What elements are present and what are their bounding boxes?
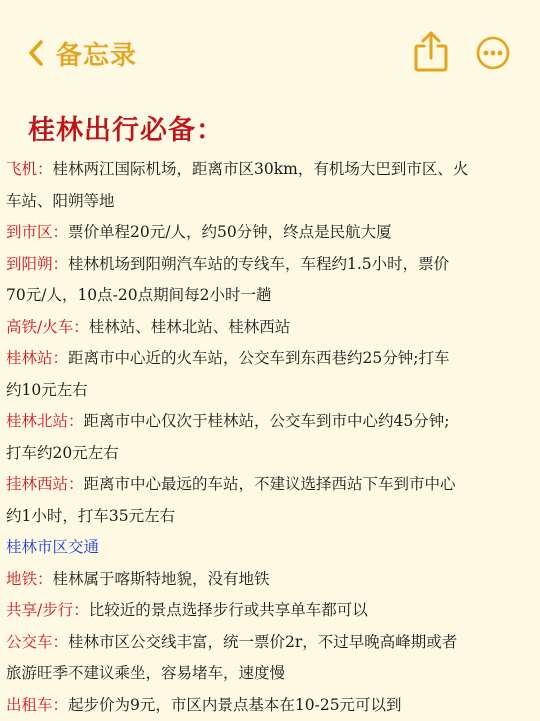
note-line: [6, 406, 532, 438]
line-text: 车站、阳朔等地: [6, 192, 115, 210]
line-text: 桂林机场到阳朔汽车站的专线车，车程约1.5小时，票价: [68, 255, 449, 273]
chevron-left-icon: [28, 39, 44, 67]
line-text: 起步价为9元，市区内景点基本在10-25元可以到: [68, 696, 402, 714]
line-text: 旅游旺季不建议乘坐，容易堵车，速度慢: [6, 664, 285, 682]
note-line: [6, 186, 532, 218]
line-text: 约10元左右: [6, 381, 88, 399]
line-label: 地铁：: [6, 570, 53, 588]
line-label: 桂林站：: [6, 349, 68, 367]
line-label: 公交车：: [6, 633, 68, 651]
note-line: [6, 438, 532, 470]
note-line: [6, 375, 532, 407]
line-text: 比较近的景点选择步行或共享单车都可以: [89, 601, 368, 619]
note-line: [6, 658, 532, 690]
note-body: [6, 154, 532, 721]
navigation-bar: [0, 0, 540, 100]
note-content[interactable]: [0, 108, 540, 721]
line-text: 票价单程20元/人，约50分钟，终点是民航大厦: [68, 223, 392, 241]
line-label: 挂林西站：: [6, 475, 84, 493]
line-label: 桂林北站：: [6, 412, 84, 430]
line-label: 出租车：: [6, 696, 68, 714]
note-line: [6, 469, 532, 501]
note-line: [6, 280, 532, 312]
line-text: 桂林站、桂林北站、桂林西站: [89, 318, 291, 336]
line-label: 高铁/火车：: [6, 318, 89, 336]
line-text: 约1小时，打车35元左右: [6, 507, 175, 525]
note-line: [6, 217, 532, 249]
note-line: [6, 343, 532, 375]
note-title: 桂林出行必备：: [28, 108, 540, 154]
line-label: 到市区：: [6, 223, 68, 241]
note-line: [6, 501, 532, 533]
line-label: 飞机：: [6, 160, 53, 178]
note-line: [6, 595, 532, 627]
more-button[interactable]: [476, 36, 510, 70]
note-line: [6, 154, 532, 186]
note-line: [6, 249, 532, 281]
line-label: 共享/步行：: [6, 601, 89, 619]
line-label: 到阳朔：: [6, 255, 68, 273]
back-button[interactable]: [28, 34, 137, 72]
share-button[interactable]: [410, 30, 452, 74]
line-text: 桂林两江国际机场，距离市区30km，有机场大巴到市区、火: [53, 160, 469, 178]
line-text: 距离市中心仅次于桂林站，公交车到市中心约45分钟;: [84, 412, 450, 430]
section-heading: [6, 532, 532, 564]
line-text: 距离市中心近的火车站，公交车到东西巷约25分钟;打车: [68, 349, 449, 367]
line-text: 距离市中心最远的车站，不建议选择西站下车到市中心: [84, 475, 456, 493]
note-line: [6, 690, 532, 721]
line-text: 桂林市区公交线丰富，统一票价2r，不过早晚高峰期或者: [68, 633, 457, 651]
line-text: 桂林市区交通: [6, 538, 99, 556]
note-line: [6, 564, 532, 596]
note-line: [6, 312, 532, 344]
share-icon: [410, 30, 452, 74]
note-line: [6, 627, 532, 659]
more-icon: [476, 36, 510, 70]
line-text: 打车约20元左右: [6, 444, 119, 462]
back-label: 备忘录: [56, 35, 137, 72]
line-text: 70元/人，10点-20点期间每2小时一趟: [6, 286, 272, 304]
line-text: 桂林属于喀斯特地貌，没有地铁: [53, 570, 270, 588]
